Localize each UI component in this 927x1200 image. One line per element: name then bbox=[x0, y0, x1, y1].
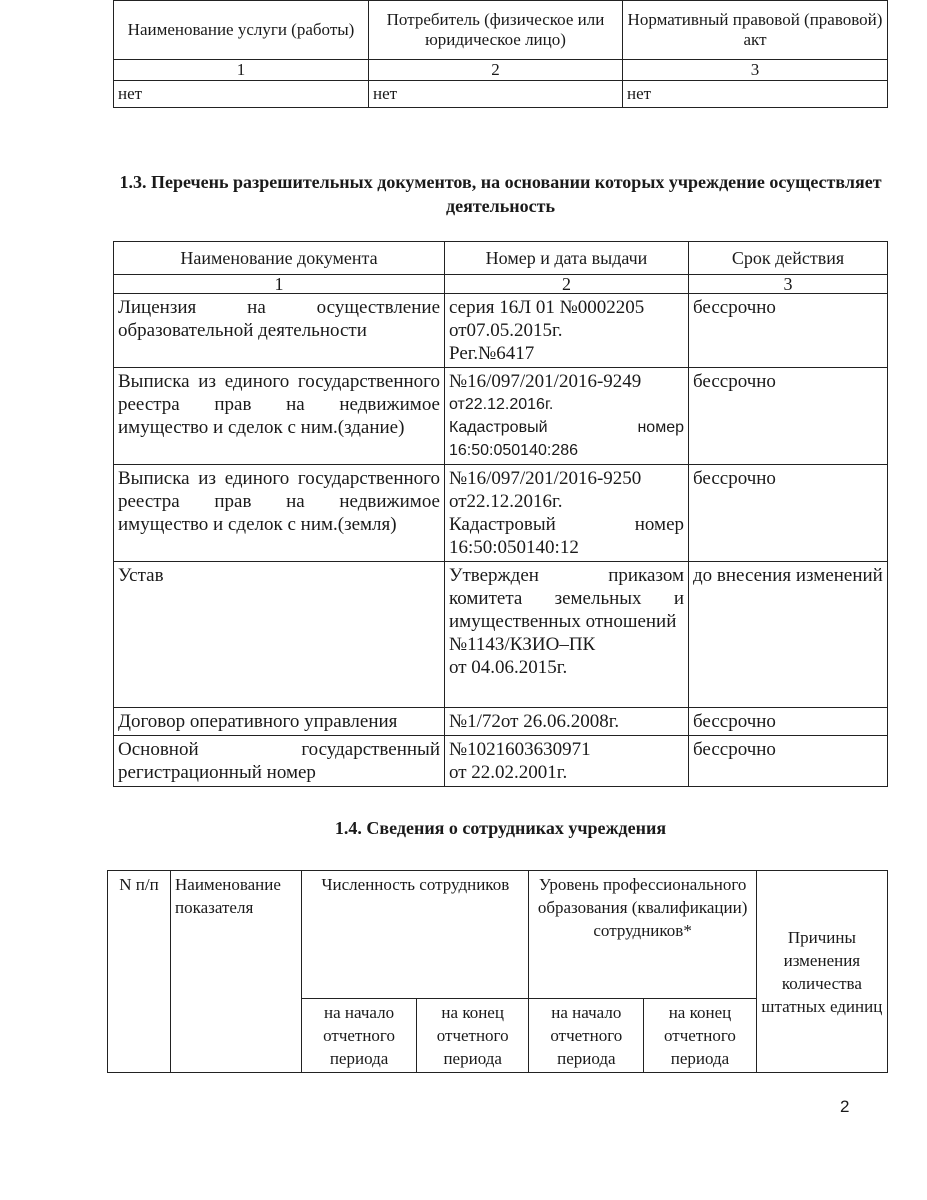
page-number: 2 bbox=[840, 1097, 850, 1116]
number-line: 16:50:050140:286 bbox=[449, 442, 579, 459]
document-name: Выписка из единого государственного реестра прав на недвижимое имущество и сделок с ним.(здание) bbox=[114, 368, 445, 465]
number-line: Утвержден приказом комитета земельных и имущественных отношений bbox=[449, 565, 684, 632]
document-number bbox=[445, 736, 689, 787]
document-name: Основной государственный регистрационный номер bbox=[114, 736, 445, 787]
table-row bbox=[114, 562, 888, 708]
number-line: 16:50:050140:12 bbox=[449, 537, 579, 558]
table-row bbox=[114, 465, 888, 562]
document-term: бессрочно bbox=[689, 708, 888, 736]
table-row bbox=[114, 736, 888, 787]
section-heading-1-4: 1.4. Сведения о сотрудниках учреждения bbox=[334, 818, 667, 838]
table-row bbox=[114, 368, 888, 465]
table-cell: нет bbox=[114, 81, 369, 108]
document-term: бессрочно bbox=[689, 294, 888, 368]
column-number: 2 bbox=[369, 60, 623, 81]
number-line: №1143/КЗИО–ПК bbox=[449, 634, 596, 655]
table-cell: нет bbox=[369, 81, 623, 108]
subheader-count-start: на начало отчетного периода bbox=[302, 999, 417, 1073]
services-header-name: Наименование услуги (работы) bbox=[114, 1, 369, 60]
permits-header-number: Номер и дата выдачи bbox=[445, 242, 689, 275]
permits-header-term: Срок действия bbox=[689, 242, 888, 275]
header-staff-count: Численность сотрудников bbox=[302, 871, 529, 999]
document-number bbox=[445, 562, 689, 708]
number-line: серия 16Л 01 №0002205 bbox=[449, 297, 645, 318]
document-term: до внесения изменений bbox=[689, 562, 888, 708]
subheader-level-end: на конец отчетного периода bbox=[644, 999, 757, 1073]
document-number bbox=[445, 465, 689, 562]
number-line: от07.05.2015г. bbox=[449, 320, 563, 341]
table-cell: нет bbox=[623, 81, 888, 108]
services-header-consumer: Потребитель (физическое или юридическое лицо) bbox=[369, 1, 623, 60]
header-change-reasons: Причины изменения количества штатных единиц bbox=[756, 871, 887, 1073]
column-number: 1 bbox=[114, 275, 445, 294]
document-name: Договор оперативного управления bbox=[114, 708, 445, 736]
subheader-count-end: на конец отчетного периода bbox=[416, 999, 529, 1073]
column-number: 3 bbox=[689, 275, 888, 294]
number-line: №1/72от 26.06.2008г. bbox=[449, 711, 620, 732]
number-line: №16/097/201/2016-9250 bbox=[449, 468, 642, 489]
column-number: 1 bbox=[114, 60, 369, 81]
table-row bbox=[114, 294, 888, 368]
document-term: бессрочно bbox=[689, 368, 888, 465]
document-number bbox=[445, 368, 689, 465]
column-number: 3 bbox=[623, 60, 888, 81]
document-number bbox=[445, 708, 689, 736]
number-line: №16/097/201/2016-9249 bbox=[449, 371, 642, 392]
number-line: от22.12.2016г. bbox=[449, 396, 554, 413]
subheader-level-start: на начало отчетного периода bbox=[529, 999, 644, 1073]
services-table bbox=[113, 0, 888, 108]
number-line: от 04.06.2015г. bbox=[449, 657, 568, 678]
document-name: Лицензия на осуществление образовательной деятельности bbox=[114, 294, 445, 368]
header-n: N п/п bbox=[108, 871, 171, 1073]
document-name: Устав bbox=[114, 562, 445, 708]
staff-table bbox=[107, 870, 888, 1073]
header-education-level: Уровень профессионального образования (квалификации) сотрудников* bbox=[529, 871, 756, 999]
number-line: от22.12.2016г. bbox=[449, 491, 563, 512]
header-indicator-name: Наименование показателя bbox=[171, 871, 302, 1073]
document-name: Выписка из единого государственного реестра прав на недвижимое имущество и сделок с ним.(земля) bbox=[114, 465, 445, 562]
number-line: Кадастровый номер bbox=[449, 514, 684, 535]
services-header-act: Нормативный правовой (правовой) акт bbox=[623, 1, 888, 60]
number-line: Кадастровый номер bbox=[449, 419, 684, 436]
section-heading-1-3: 1.3. Перечень разрешительных документов, на основании которых учреждение осуществляет деятельность bbox=[119, 172, 882, 216]
column-number: 2 bbox=[445, 275, 689, 294]
document-term: бессрочно bbox=[689, 736, 888, 787]
number-line: №1021603630971 bbox=[449, 739, 591, 760]
number-line: от 22.02.2001г. bbox=[449, 762, 568, 783]
document-number bbox=[445, 294, 689, 368]
permits-table bbox=[113, 241, 888, 787]
document-term: бессрочно bbox=[689, 465, 888, 562]
permits-header-name: Наименование документа bbox=[114, 242, 445, 275]
number-line: Рег.№6417 bbox=[449, 343, 535, 364]
table-row bbox=[114, 708, 888, 736]
